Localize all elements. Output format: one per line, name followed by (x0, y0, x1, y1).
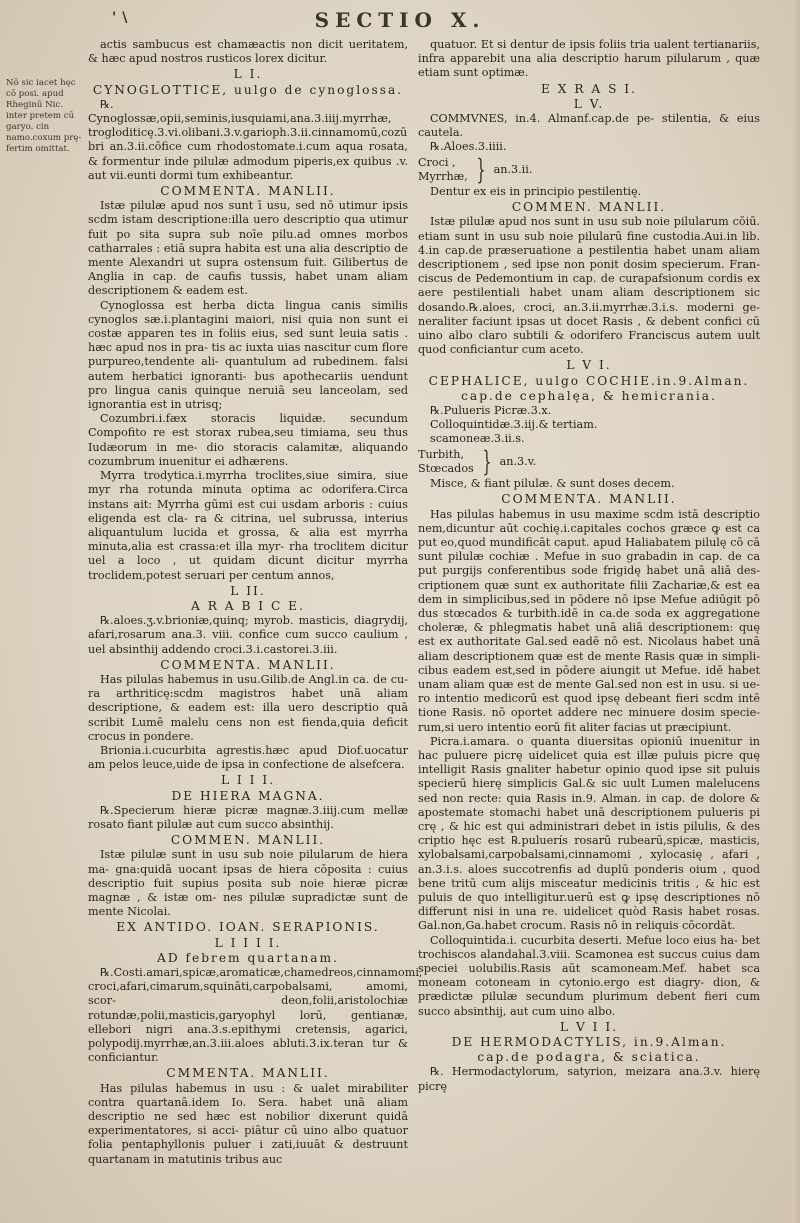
paragraph: Dentur ex eis in principio pestilentię. (430, 185, 642, 199)
paragraph: Cynoglossa est herba dicta lingua canis similis cynoglos sæ.i.plantagini maiori, nisi quia non sunt ei costæ apparen tes in foliis eius, sed sunt leuia satis . hæc apud nos in pra- tis ac iuxta uias nascitur cum flore purpureo,tendente ali- quantulum ad rubedinem. falsi autem herbatici ignoranti- bus apothecariis uendunt pro lingua canis quinque neruiā seu lanceolam, sed ignorantia est in utrisq; (88, 298, 408, 412)
ingredient: Turbith, (418, 447, 465, 461)
paragraph: ℞.aloes.ʒ.v.brioniæ,quinq; myrob. masticis, diagrydij, afari,rosarum ana.3. viii. confice cum succo caulium , uel absinthij addendo croci.3.i.castorei.3.iii. (88, 614, 408, 656)
paragraph: Istæ pilulæ apud nos sunt ī usu, sed nō utimur ipsis scdm istam descriptione:illa uero descriptio qua utimur fuit po sita supra sub noīe pilu.ad omnes morbos catharrales : etiā supra habita est una alia descriptio de mente Alexandri ut supra ostensum fuit. Gilibertus de Anglia in cap. de caufis tussis, habet unam aliam descriptionem & eadem est. (88, 199, 408, 298)
section-heading: cap.de podagra, & sciatica. (477, 1050, 701, 1065)
paragraph: Has pilulas habemus in usu maxime scdm istā descriptio nem,dicuntur aūt cochię.i.capitales cochos græce ꝙ est ca put eo,quod mundificāt caput. apud Haliabatem pilulę cō cā sunt pilulæ cochiæ . Mefue in suo grabadin in cap. de ca put purgijs conferentibus sode frigidę habet unā aliā des- criptionem quæ sunt ex authoritate filii Zachariæ,& est ea dem in simplicibus,sed in pōdere nō ipse Mefue adiūgit pō dus stœcados & turbith.idē in ca.de soda ex aggregatione choleræ, & phlegmatis habet unā aliā descriptionem: quę est ex authoritate Gal.sed eadē nō est. Nicolaus habet unā aliam descriptionem quæ est de mente Rasis quæ in simpli- cibus eadem est,sed in pōdere aiungit ut Mefue. idē habet unam aliam quæ est de mente Gal.sed non est in usu. si ue- ro intentio medicorū est quod ipsę debeant fieri scdm intē tione Rasis. nō oportet addere nec minuere dosim specie- rum,si uero intentio eorū fit aliter facias ut præcipiunt. (418, 507, 760, 734)
section-heading: COMMENTA. MANLII. (501, 492, 677, 507)
paragraph: Istæ pilulæ sunt in usu sub noie pilularum de hiera ma- gna:quidā uocant ipsas de hiera cōposita : cuius descriptio fuit supius posita sub noie hieræ picræ magnæ , & istæ om- nes pilulæ supradictæ sunt de mente Nicolai. (88, 848, 408, 919)
paragraph: actis sambucus est chamæactis non dicit ueritatem, & hæc apud nostros rusticos lorex dicitur. (88, 38, 408, 66)
section-heading: L V I I. (559, 1019, 619, 1034)
paragraph: ℞. Hermodactylorum, satyrion, meizara ana.3.v. hierę picrę (418, 1065, 760, 1093)
paragraph: Has pilulas habemus in usu.Gilib.de Angl.in ca. de cu- ra arthriticę:scdm magistros habet unā aliam descriptione, & eadem est: illa uero descriptio quā scribit Lumē malelu cens non est fienda,quia deficit crocus in pondere. (88, 672, 408, 743)
section-heading: COMMENTA. MANLII. (160, 184, 336, 199)
section-heading: COMMENTA. MANLII. (160, 657, 336, 672)
paragraph: ℞.Pulueris Picræ.3.x. (430, 404, 552, 418)
paragraph: Myrra trodytica.i.myrrha troclites,siue simira, siue myr rha rotunda minuta optima ac odorifera.Circa instans ait: Myrrha gūmi est cui usdam arboris : cuius eligenda est cla- ra & citrina, uel subrussa, interius aliquantulum lucida et grossa, & alia est myrrha minuta,alia est crassa:et illa myr- rha troclitem dicitur uel a loco , ut quidam dicunt dicitur myrrha troclidem,potest seruari per centum annos, (88, 469, 408, 582)
paragraph: Colloquintidæ.3.iij.& tertiam. (430, 418, 598, 432)
paragraph: Brionia.i.cucurbita agrestis.hæc apud Diof.uocatur am pelos leuce,uide de ipsa in confectione de alsefcera. (88, 743, 408, 772)
ingredient: Croci , (418, 155, 456, 169)
ingredient: Stœcados (418, 461, 474, 475)
ingredient: Myrrhæ, (418, 169, 468, 183)
recipe-row (418, 444, 760, 478)
section-heading: E X R A S I. (541, 81, 637, 96)
section-heading: DE HERMODACTYLIS, in.9.Alman. (451, 1035, 727, 1050)
section-heading: EX ANTIDO. IOAN. SERAPIONIS. (116, 920, 380, 935)
page-edge (792, 0, 800, 1223)
paragraph: Colloquintida.i. cucurbita deserti. Mefue loco eius ha- bet trochiscos alandahal.3.viii. Scamonea est succus cuius dam speciei uolubilis.Rasis aūt scamoneam.Mef. habet sca moneam cotoneam in cytonio.ergo est diagry- dion, & prædictæ pilulæ secundum plurimum debent fieri cum succo absinthij, aut cum uino albo. (418, 933, 760, 1018)
right-column (418, 38, 760, 1094)
paragraph: Istæ pilulæ apud nos sunt in usu sub noie pilularum cōiū. etiam sunt in usu sub noie pilularū fine custodia.Aui.in lib. 4.in cap.de præseruatione a pestilentia habet unam aliam descriptionem , sed ipse non ponit dosim specierum. Fran- ciscus de Pedemontium in cap. de curapafsionum cordis ex aere pestilentiali habet unam aliam descriptionem sic dosando.℞.aloes, croci, an.3.ii.myrrhæ.3.i.s. moderni ge- neraliter faciunt ipsas ut docet Rasis , & debent confici cū uino albo claro subtili & odorifero Franciscus autem uult quod conficiantur cum aceto. (418, 215, 760, 357)
section-heading: cap.de cephalęa, & hemicrania. (461, 388, 717, 403)
dose: an.3.ii. (493, 162, 533, 176)
section-heading: L I I I I. (214, 935, 282, 950)
margin-note: Nō sic iacet hęc cō posi. apud Rheginū Nic. inter pretem cū garyo. cin namo.coxum prę- fertim omittat. (6, 78, 82, 154)
page-mark: '\ (112, 10, 134, 26)
section-heading: L V I. (566, 358, 612, 373)
left-column (88, 38, 423, 1167)
section-heading: L V. (573, 96, 605, 111)
paragraph: Has pilulas habemus in usu : & ualet mirabiliter contra quartanā.idem Io. Sera. habet unā aliam descriptio ne sed hæc est nobilior dixerunt quidā experimentatores, si acci- piātur cū uino albo quatuor folia pentaphyllonis puluer i zati,iuuāt & destruunt quartanam in matutinis tribus auc (88, 1081, 408, 1166)
section-heading: COMMEN. MANLII. (170, 833, 326, 848)
paragraph: Picra.i.amara. o quanta diuersitas opioniū inuenitur in hac puluere picrę uidelicet quia est illæ puluis picre quę intelligit Rasis gnaliter habetur opinio quod ipse sit puluis specierū hierę simplicis Gal.& sic uult Lumen malelucens sed non recte: quia Rasis in.9. Alman. in cap. de dolore & apostemate stomachi habet unā descriptionem pulueris pi crę , & hic est qui administrari debet in istis pilulis, & des criptio hęc est ℞.puluerís rosarū rubearū,spicæ, masticis, xylobalsami,carpobalsami,cinnamomi , xylocasię , afari , an.3.i.s. aloes succotrenfis ad duplū ponderis oium , quod bene tritū cum alijs misceatur medicinis tritis , & hic est puluis de quo intelligitur.uerū est ꝙ ipsę descriptiones nō differunt nisi in una re. uidelicet quòd Rasis habet rosas. Gal.non,Ga.habet crocum. Rasis nō in reliquis cōcordāt. (418, 734, 760, 933)
running-head (0, 8, 800, 32)
section-heading: CYNOGLOTTICE, uulgo de cynoglossa. (92, 82, 404, 97)
recipe-row (418, 152, 760, 186)
brace-icon: } (482, 444, 492, 478)
section-heading: A R A B I C E. (191, 598, 305, 613)
section-heading: CEPHALICE, uulgo COCHIE.in.9.Alman. (428, 373, 750, 388)
paragraph: ℞.Aloes.3.iiii. (430, 140, 507, 154)
paragraph: Misce, & fiant pilulæ. & sunt doses decem. (430, 477, 675, 491)
section-heading: L I. (233, 67, 263, 82)
section-title: SECTIO X. (314, 8, 486, 32)
paragraph: quatuor. Et si dentur de ipsis foliis tria ualent tertianariis, infra apparebit una alia descriptio harum pilularum , quæ etiam sunt optimæ. (418, 38, 760, 80)
paragraph: scamoneæ.3.ii.s. (430, 432, 525, 446)
section-heading: AD febrem quartanam. (157, 950, 339, 965)
section-heading: DE HIERA MAGNA. (171, 788, 325, 803)
section-heading: COMMEN. MANLII. (511, 200, 667, 215)
paragraph: ℞.Costi.amari,spicæ,aromaticæ,chamedreos,cinnamomi, croci,afari,cimarum,squināti,carpobalsami, amomi, scor- deon,folii,aristolochiæ rotundæ,polii,masticis,garyophyl lorū, gentianæ, ellebori nigri ana.3.s.epithymi cretensis, agarici, polypodij.myrrhæ,an.3.iii.aloes abluti.3.ix.teran tur & conficiantur. (88, 966, 423, 1065)
section-heading: L I I I. (220, 773, 276, 788)
brace-icon: } (476, 152, 486, 186)
dose: an.3.v. (499, 454, 537, 468)
paragraph: Cozumbri.i.fæx storacis liquidæ. secundum Compofito re est storax rubea,seu timiama, seu thus Iudæorum in me- dio storacis calamitæ, aliquando cozumbrum inuenitur ei adhærens. (88, 412, 408, 468)
paragraph: COMMVNES, in.4. Almanf.cap.de pe- stilentia, & eius cautela. (418, 112, 760, 140)
section-heading: L II. (230, 583, 266, 598)
paragraph: ℞.Specierum hieræ picræ magnæ.3.iiij.cum mellæ rosato fiant pilulæ aut cum succo absinthij. (88, 803, 408, 831)
section-heading: CMMENTA. MANLII. (166, 1066, 330, 1081)
paragraph: ℞. Cynoglossæ,opii,seminis,iusquiami,ana.3.iiij.myrrhæ, trogloditicę.3.vi.olibani.3.v.garioph.3.ii.cinnamomū,cozū bri an.3.ii.cōfice cum rhodostomate.i.cum aqua rosata, & formentur inde pilulæ admodum piperis,ex quibus .v. aut vii.eunti dormi tum exhibeantur. (88, 97, 408, 182)
